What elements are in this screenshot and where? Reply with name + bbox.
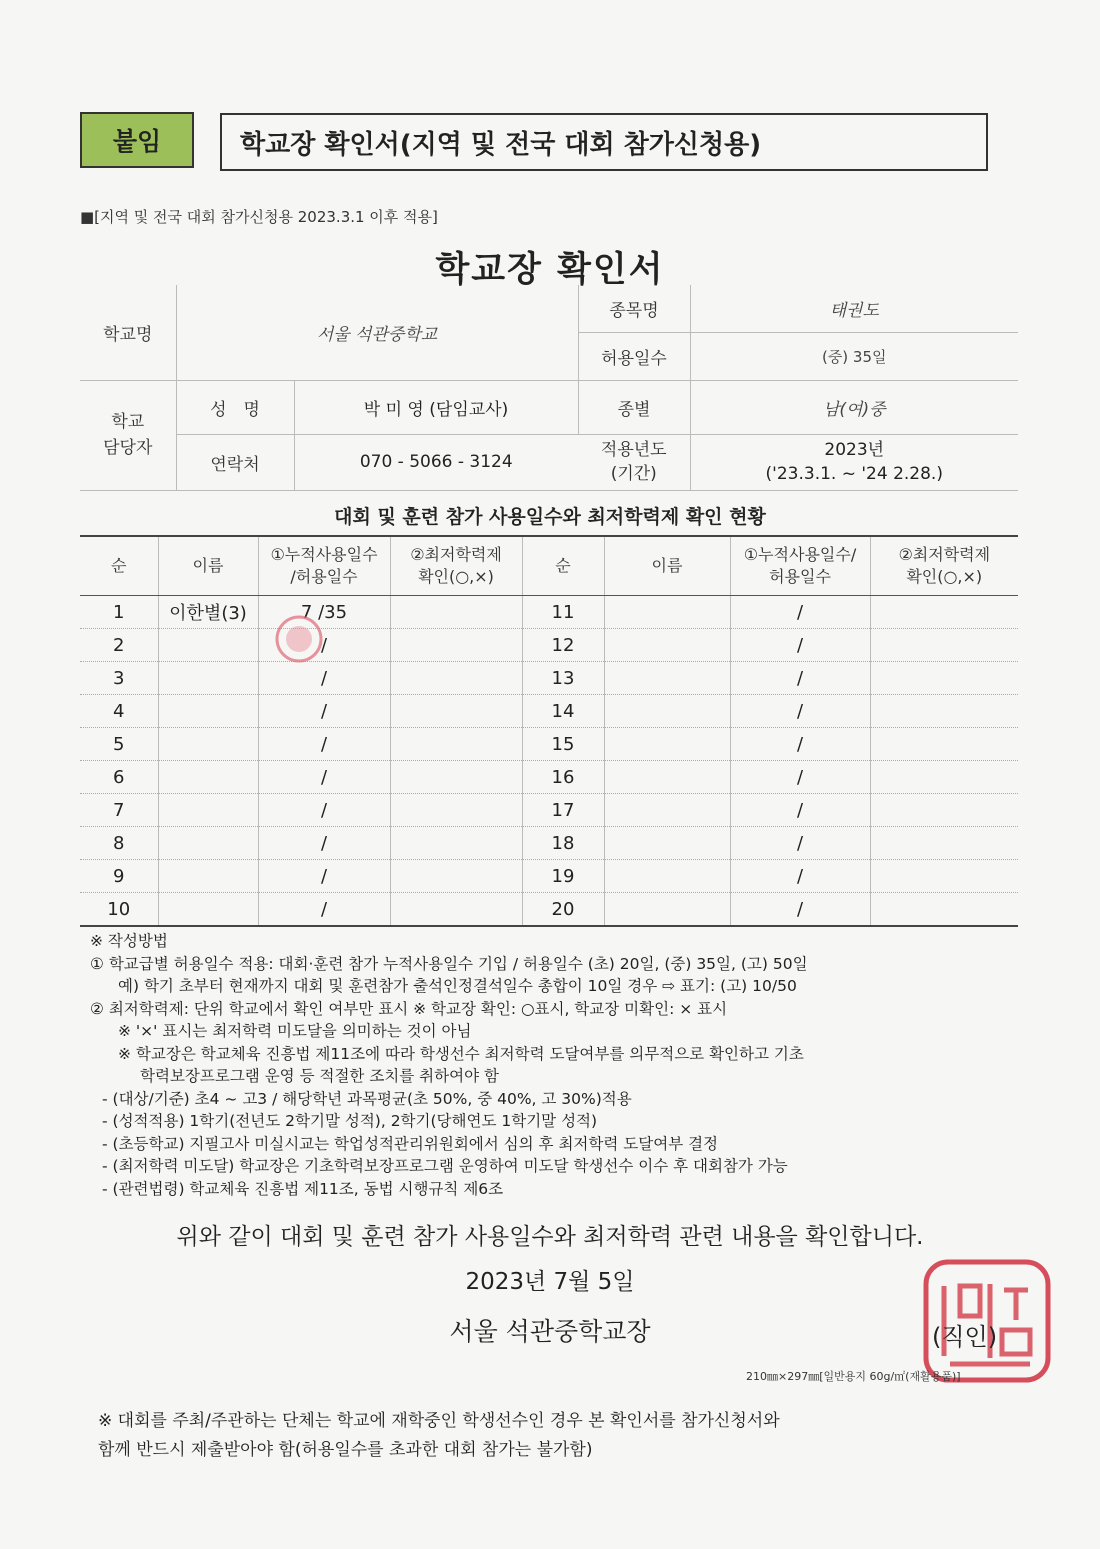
row-days: / bbox=[258, 893, 390, 927]
row-days: / bbox=[730, 728, 870, 761]
table-row bbox=[80, 893, 1018, 927]
confirm-statement: 위와 같이 대회 및 훈련 참가 사용일수와 최저학력 관련 내용을 확인합니다. bbox=[176, 1224, 924, 1250]
row-days: / bbox=[730, 695, 870, 728]
instruction-line: ※ 작성방법 bbox=[90, 932, 168, 950]
row-no: 7 bbox=[80, 794, 158, 827]
row-no: 1 bbox=[80, 596, 158, 629]
instruction-line: - (관련법령) 학교체육 진흥법 제11조, 동법 시행규칙 제6조 bbox=[102, 1179, 504, 1198]
instruction-line: - (최저학력 미도달) 학교장은 기초학력보장프로그램 운영하여 미도달 학생선수 이수 후 대회참가 가능 bbox=[102, 1157, 788, 1175]
contact-label: 연락처 bbox=[176, 434, 294, 490]
period-value: ('23.3.1. ~ '24 2.28.) bbox=[765, 464, 943, 484]
row-no: 4 bbox=[80, 695, 158, 728]
row-min bbox=[390, 860, 522, 893]
row-days: / bbox=[258, 860, 390, 893]
row-no: 11 bbox=[522, 596, 604, 629]
row-no: 10 bbox=[80, 893, 158, 927]
row-name bbox=[158, 662, 258, 695]
row-min bbox=[390, 728, 522, 761]
instruction-line: 학력보장프로그램 운영 등 적절한 조치를 취하여야 함 bbox=[140, 1067, 499, 1085]
col-no-left: 순 bbox=[80, 536, 158, 596]
table-row bbox=[80, 629, 1018, 662]
row-days: / bbox=[258, 794, 390, 827]
row-min bbox=[390, 827, 522, 860]
row-days: / bbox=[730, 860, 870, 893]
row-name bbox=[158, 728, 258, 761]
row-min bbox=[870, 695, 1018, 728]
row-min bbox=[870, 728, 1018, 761]
row-name bbox=[604, 728, 730, 761]
row-no: 16 bbox=[522, 761, 604, 794]
row-min bbox=[870, 761, 1018, 794]
event-value: 태권도 bbox=[690, 285, 1018, 332]
row-min bbox=[870, 596, 1018, 629]
col-min-left: ②최저학력제 확인(○,×) bbox=[390, 536, 522, 596]
paper-spec: 210㎜×297㎜[일반용지 60g/㎡(재활용품)] bbox=[746, 1370, 961, 1383]
row-min bbox=[390, 794, 522, 827]
row-min bbox=[870, 629, 1018, 662]
attachment-tag: 붙임 bbox=[80, 112, 194, 168]
instruction-line: - (성적적용) 1학기(전년도 2학기말 성적), 2학기(당해연도 1학기말 성적) bbox=[102, 1112, 598, 1130]
year-cell bbox=[690, 434, 1018, 490]
row-name bbox=[158, 860, 258, 893]
row-name bbox=[604, 893, 730, 927]
form-title-box: 학교장 확인서(지역 및 전국 대회 참가신청용) bbox=[220, 113, 988, 171]
row-no: 20 bbox=[522, 893, 604, 927]
row-no: 14 bbox=[522, 695, 604, 728]
row-min bbox=[870, 827, 1018, 860]
col-min-right: ②최저학력제 확인(○,×) bbox=[870, 536, 1018, 596]
col-days-left: ①누적사용일수 /허용일수 bbox=[258, 536, 390, 596]
col-days-right: ①누적사용일수/ 허용일수 bbox=[730, 536, 870, 596]
row-name bbox=[158, 794, 258, 827]
row-name bbox=[604, 596, 730, 629]
seal-label: (직인) bbox=[932, 1323, 998, 1351]
row-days: / bbox=[258, 629, 390, 662]
row-no: 9 bbox=[80, 860, 158, 893]
row-min bbox=[390, 596, 522, 629]
col-name-left: 이름 bbox=[158, 536, 258, 596]
signed-date: 2023년 7월 5일 bbox=[465, 1269, 635, 1295]
row-days: / bbox=[730, 827, 870, 860]
row-min bbox=[870, 794, 1018, 827]
year-value: 2023년 bbox=[824, 440, 885, 460]
instruction-line: 예) 학기 초부터 현재까지 대회 및 훈련참가 출석인정결석일수 총합이 10일 경우 ⇨ 표기: (고) 10/50 bbox=[118, 977, 797, 995]
row-min bbox=[870, 860, 1018, 893]
row-min bbox=[390, 695, 522, 728]
name-label: 성 명 bbox=[176, 380, 294, 434]
gender-label: 종별 bbox=[578, 380, 690, 434]
principal-name: 서울 석관중학교장 bbox=[449, 1317, 651, 1346]
table-row bbox=[80, 662, 1018, 695]
row-name bbox=[604, 860, 730, 893]
instruction-line: ① 학교급별 허용일수 적용: 대회·훈련 참가 누적사용일수 기입 / 허용일수 (초) 20일, (중) 35일, (고) 50일 bbox=[90, 954, 808, 973]
row-no: 6 bbox=[80, 761, 158, 794]
row-days: / bbox=[730, 893, 870, 927]
row-name bbox=[158, 695, 258, 728]
row-no: 18 bbox=[522, 827, 604, 860]
table-row bbox=[80, 728, 1018, 761]
row-no: 5 bbox=[80, 728, 158, 761]
row-name bbox=[604, 761, 730, 794]
row-no: 8 bbox=[80, 827, 158, 860]
row-days: / bbox=[730, 662, 870, 695]
allowed-value: (중) 35일 bbox=[690, 332, 1018, 380]
row-name bbox=[604, 629, 730, 662]
table-row bbox=[80, 761, 1018, 794]
row-name bbox=[604, 794, 730, 827]
staff-label: 학교 담당자 bbox=[80, 380, 176, 490]
table-row bbox=[80, 794, 1018, 827]
row-min bbox=[390, 893, 522, 927]
instructions bbox=[90, 930, 1030, 1200]
info-table bbox=[80, 285, 1018, 491]
row-days: / bbox=[258, 695, 390, 728]
section-title: 대회 및 훈련 참가 사용일수와 최저학력제 확인 현황 bbox=[334, 506, 766, 528]
name-value: 박 미 영 (담임교사) bbox=[294, 380, 578, 434]
applies-note: ■[지역 및 전국 대회 참가신청용 2023.3.1 이후 적용] bbox=[80, 208, 438, 226]
event-label: 종목명 bbox=[578, 285, 690, 332]
row-no: 2 bbox=[80, 629, 158, 662]
row-days: / bbox=[730, 629, 870, 662]
row-days: / bbox=[258, 728, 390, 761]
table-row bbox=[80, 596, 1018, 629]
instruction-line: - (대상/기준) 초4 ~ 고3 / 해당학년 과목평균(초 50%, 중 40%, 고 30%)적용 bbox=[102, 1089, 632, 1108]
row-no: 13 bbox=[522, 662, 604, 695]
row-name bbox=[604, 827, 730, 860]
row-days: / bbox=[258, 662, 390, 695]
row-name bbox=[604, 662, 730, 695]
row-no: 12 bbox=[522, 629, 604, 662]
row-name bbox=[158, 827, 258, 860]
row-no: 17 bbox=[522, 794, 604, 827]
row-days: / bbox=[730, 794, 870, 827]
document-title: 학교장 확인서 bbox=[435, 250, 665, 290]
row-min bbox=[390, 761, 522, 794]
row-min bbox=[390, 662, 522, 695]
row-no: 15 bbox=[522, 728, 604, 761]
row-name: 이한별(3) bbox=[158, 596, 258, 629]
row-name bbox=[158, 893, 258, 927]
school-value: 서울 석관중학교 bbox=[176, 285, 578, 380]
row-name bbox=[604, 695, 730, 728]
table-row bbox=[80, 827, 1018, 860]
small-seal-stamp bbox=[272, 612, 326, 666]
row-days: / bbox=[730, 596, 870, 629]
instruction-line: - (초등학교) 지필고사 미실시교는 학업성적관리위원회에서 심의 후 최저학력 도달여부 결정 bbox=[102, 1134, 719, 1153]
row-no: 3 bbox=[80, 662, 158, 695]
instruction-line: ※ 학교장은 학교체육 진흥법 제11조에 따라 학생선수 최저학력 도달여부를 의무적으로 확인하고 기초 bbox=[118, 1044, 804, 1063]
gender-value: 남(여)중 bbox=[690, 380, 1018, 434]
col-no-right: 순 bbox=[522, 536, 604, 596]
row-min bbox=[870, 893, 1018, 927]
allowed-label: 허용일수 bbox=[578, 332, 690, 380]
table-row bbox=[80, 695, 1018, 728]
row-days: / bbox=[258, 827, 390, 860]
row-no: 19 bbox=[522, 860, 604, 893]
row-days: 7 /35 bbox=[258, 596, 390, 629]
row-min bbox=[870, 662, 1018, 695]
year-label: 적용년도 (기간) bbox=[578, 434, 690, 490]
contact-value: 070 - 5066 - 3124 bbox=[294, 434, 578, 490]
row-days: / bbox=[258, 761, 390, 794]
roster-table bbox=[80, 535, 1018, 927]
col-name-right: 이름 bbox=[604, 536, 730, 596]
row-days: / bbox=[730, 761, 870, 794]
school-label: 학교명 bbox=[80, 285, 176, 380]
row-min bbox=[390, 629, 522, 662]
instruction-line: ※ '×' 표시는 최저학력 미도달을 의미하는 것이 아님 bbox=[118, 1022, 472, 1040]
row-name bbox=[158, 629, 258, 662]
table-row bbox=[80, 860, 1018, 893]
row-name bbox=[158, 761, 258, 794]
footer-note: ※ 대회를 주최/주관하는 단체는 학교에 재학중인 학생선수인 경우 본 확인서를 참가신청서와 함께 반드시 제출받아야 함(허용일수를 초과한 대회 참가는 불가함) bbox=[98, 1411, 780, 1460]
instruction-line: ② 최저학력제: 단위 학교에서 확인 여부만 표시 ※ 학교장 확인: ○표시, 학교장 미확인: × 표시 bbox=[90, 999, 728, 1018]
